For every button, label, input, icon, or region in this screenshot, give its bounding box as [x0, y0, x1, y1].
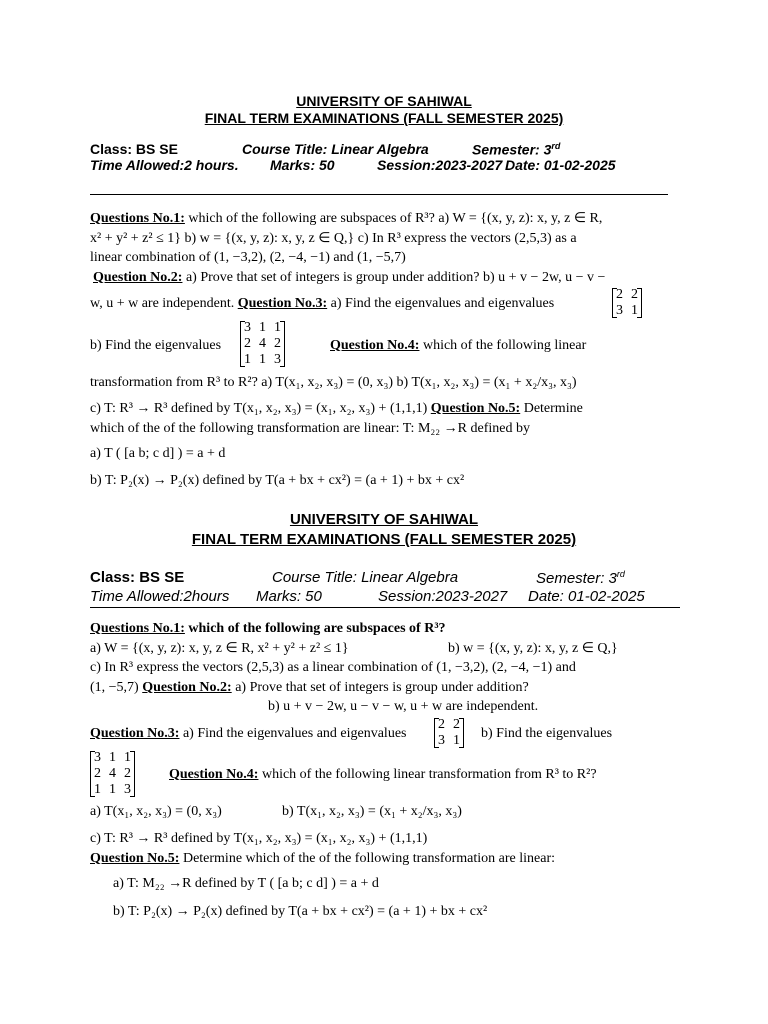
q4-b-2: b) T(x₁, x₂, x₃) = (x₁ + x₂/x₃, x₃) — [282, 804, 462, 819]
q4-label-2: Question No.4: — [169, 767, 259, 782]
matrix-2x2-b: 2 2 3 1 — [434, 717, 464, 749]
q2-label-2: Question No.2: — [142, 680, 232, 695]
q1-line-3: linear combination of (1, −3,2), (2, −4, −1) and (1, −5,7) — [90, 250, 406, 265]
q2-line-2: w, u + w are independent. Question No.3: a) Find the eigenvalues and eigenvalues — [90, 296, 555, 311]
date: Date: 01-02-2025 — [505, 157, 616, 173]
q5-label-2: Question No.5: — [90, 851, 180, 866]
q3-line-2: Question No.3: a) Find the eigenvalues and eigenvalues — [90, 726, 407, 741]
q2-label: Question No.2: — [93, 270, 183, 285]
q4-line-2: transformation from R³ to R²? a) T(x₁, x₂, x₃) = (0, x₃) b) T(x₁, x₂, x₃) = (x₁ + x₂/x₃, x₃) — [90, 375, 577, 390]
header-divider — [90, 194, 668, 195]
marks: Marks: 50 — [270, 157, 335, 173]
q4-a-2: a) T(x₁, x₂, x₃) = (0, x₃) — [90, 804, 222, 819]
q4-line-b: Question No.4: which of the following linear transformation from R³ to R²? — [169, 767, 597, 782]
q5-line-2: which of the of the following transformation are linear: T: M₂₂ →R defined by — [90, 421, 530, 436]
find-eigenvalues: b) Find the eigenvalues — [90, 338, 222, 353]
q1-label-2: Questions No.1: — [90, 621, 185, 636]
q1-a-2: a) W = {(x, y, z): x, y, z ∈ R, x² + y² + z² ≤ 1} — [90, 641, 349, 656]
q2-b-2: b) u + v − 2w, u − v − w, u + w are independent. — [268, 699, 539, 714]
header-divider-2 — [90, 607, 680, 608]
university-title-2: UNIVERSITY OF SAHIWAL — [289, 511, 479, 528]
date-2: Date: 01-02-2025 — [528, 588, 645, 605]
course-title-2: Course Title: Linear Algebra — [272, 569, 459, 586]
class-label: Class: BS SE — [90, 141, 178, 157]
class-label-2: Class: BS SE — [90, 569, 185, 586]
exam-title-2: FINAL TERM EXAMINATIONS (FALL SEMESTER 2025) — [191, 531, 577, 548]
q4-c-line: c) T: R³ → R³ defined by T(x₁, x₂, x₃) = (x₁, x₂, x₃) + (1,1,1) Question No.5: Determine — [90, 401, 583, 416]
q1-c2-q2: (1, −5,7) Question No.2: a) Prove that set of integers is group under addition? — [90, 680, 529, 695]
q2-line-1: Question No.2: a) Prove that set of integers is group under addition? b) u + v − 2w, u − v − — [93, 270, 606, 285]
q1-line-1: Questions No.1: which of the following are subspaces of R³? a) W = {(x, y, z): x, y, z ∈ R, — [90, 211, 603, 226]
q4-c-2: c) T: R³ → R³ defined by T(x₁, x₂, x₃) = (x₁, x₂, x₃) + (1,1,1) — [90, 831, 428, 846]
q1-c-2: c) In R³ express the vectors (2,5,3) as a linear combination of (1, −3,2), (2, −4, −1) and — [90, 660, 576, 675]
time-allowed: Time Allowed:2 hours. — [90, 157, 239, 173]
q5-a: a) T ( [a b; c d] ) = a + d — [90, 446, 226, 461]
q4-line-1: Question No.4: which of the following linear — [330, 338, 587, 353]
find-eigenvalues-2: b) Find the eigenvalues — [481, 726, 613, 741]
q1-head-2: Questions No.1: which of the following are subspaces of R³? — [90, 621, 446, 636]
q5-label: Question No.5: — [430, 401, 521, 416]
marks-2: Marks: 50 — [256, 588, 322, 605]
q5-a-2: a) T: M₂₂ →R defined by T ( [a b; c d] ) = a + d — [113, 876, 379, 891]
q5-head-2: Question No.5: Determine which of the of the following transformation are linear: — [90, 851, 555, 866]
matrix-3x3: 3 1 1 2 4 2 1 1 3 — [240, 320, 285, 368]
session-2: Session:2023-2027 — [378, 588, 508, 605]
exam-title: FINAL TERM EXAMINATIONS (FALL SEMESTER 2025) — [204, 110, 564, 126]
q4-label: Question No.4: — [330, 338, 420, 353]
matrix-2x2: 2 2 3 1 — [612, 287, 642, 319]
semester-label-2: Semester: 3rd — [536, 569, 625, 587]
q3-label-2: Question No.3: — [90, 726, 180, 741]
session: Session:2023-2027 — [377, 157, 503, 173]
q1-label: Questions No.1: — [90, 211, 185, 226]
matrix-3x3-b: 3 1 1 2 4 2 1 1 3 — [90, 750, 135, 798]
q3-label: Question No.3: — [237, 296, 328, 311]
semester-label: Semester: 3rd — [472, 141, 561, 158]
time-allowed-2: Time Allowed:2hours — [90, 588, 230, 605]
q1-b-2: b) w = {(x, y, z): x, y, z ∈ Q,} — [448, 641, 618, 656]
university-title: UNIVERSITY OF SAHIWAL — [296, 93, 472, 109]
q5-b: b) T: P₂(x) → P₂(x) defined by T(a + bx + cx²) = (a + 1) + bx + cx² — [90, 473, 465, 488]
q1-line-2: x² + y² + z² ≤ 1} b) w = {(x, y, z): x, y, z ∈ Q,} c) In R³ express the vectors (2,5,3) as a — [90, 231, 577, 246]
course-title: Course Title: Linear Algebra — [242, 141, 429, 157]
q5-b-2: b) T: P₂(x) → P₂(x) defined by T(a + bx + cx²) = (a + 1) + bx + cx² — [113, 904, 488, 919]
